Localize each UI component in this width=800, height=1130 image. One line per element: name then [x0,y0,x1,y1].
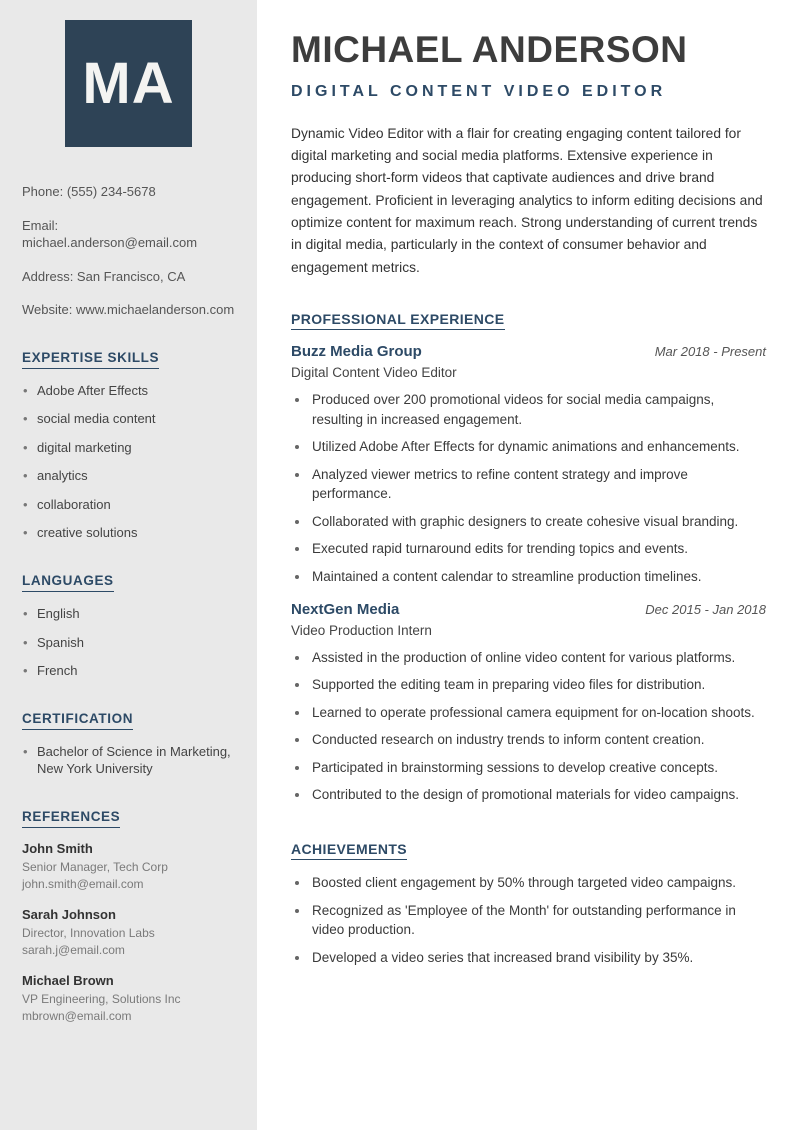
job-bullet: • Supported the editing team in preparing video files for distribution. [310,675,766,695]
job-bullet: • Utilized Adobe After Effects for dynamic animations and enhancements. [310,437,766,457]
reference-role: VP Engineering, Solutions Inc [22,992,181,1007]
company-name: Buzz Media Group [291,343,422,361]
skills-list [22,382,235,542]
reference-name: Michael Brown [22,973,114,989]
job-bullet: • Assisted in the production of online video content for various platforms. [310,648,766,668]
skill-item: • digital marketing [22,439,235,457]
job-bullet: • Conducted research on industry trends to inform content creation. [310,730,766,750]
achievement-bullet: • Boosted client engagement by 50% through targeted video campaigns. [310,873,766,893]
job-dates: Mar 2018 - Present [654,344,766,360]
skill-item: • social media content [22,410,235,428]
achievement-bullet: • Recognized as 'Employee of the Month' for outstanding performance in video production. [310,901,766,940]
certification-section [22,710,235,778]
reference-name: Sarah Johnson [22,906,116,922]
skill-item: • analytics [22,467,235,485]
references-heading: REFERENCES [22,809,120,828]
job-bullet: • Participated in brainstorming sessions to develop creative concepts. [310,758,766,778]
references-list [22,841,235,1024]
reference-email: john.smith@email.com [22,876,144,891]
language-item: • Spanish [22,634,235,652]
skills-heading: EXPERTISE SKILLS [22,350,159,369]
reference-role: Senior Manager, Tech Corp [22,859,168,874]
skill-item: • creative solutions [22,524,235,542]
summary-paragraph: Dynamic Video Editor with a flair for creating engaging content tailored for digital marketing and social media platforms. Extensive experience in producing short-form videos that captivate audiences and drive brand engagement. Proficient in leveraging analytics to inform editing decisions and optimize content for maximum reach. Strong understanding of current trends in digital media, particularly in the context of consumer behavior and engagement metrics. [291,125,763,275]
references-section [22,808,235,1024]
job-role: Digital Content Video Editor [291,365,457,381]
reference-item [22,841,235,891]
skill-item: • Adobe After Effects [22,382,235,400]
job-bullet: • Maintained a content calendar to streamline production timelines. [310,567,766,587]
reference-item [22,907,235,957]
job-entry [291,601,766,805]
resume-sidebar [0,0,257,1130]
languages-heading: LANGUAGES [22,573,114,592]
job-header [291,343,766,360]
job-header [291,601,766,618]
resume-main [257,0,800,1130]
reference-email: sarah.j@email.com [22,943,125,958]
reference-role: Director, Innovation Labs [22,925,155,940]
job-role: Video Production Intern [291,622,432,638]
achievement-bullet: • Developed a video series that increased brand visibility by 35%. [310,948,766,968]
job-bullet: • Collaborated with graphic designers to create cohesive visual branding. [310,512,766,532]
contact-email: Email: michael.anderson@email.com [22,217,198,251]
skills-section [22,349,235,542]
job-bullet: • Produced over 200 promotional videos for social media campaigns, resulting in increased engagement. [310,390,766,429]
job-bullet: • Contributed to the design of promotional materials for video campaigns. [310,785,766,805]
company-name: NextGen Media [291,600,400,618]
contact-website: Website: www.michaelanderson.com [22,302,235,318]
language-item: • French [22,662,235,680]
contact-address: Address: San Francisco, CA [22,268,186,284]
reference-email: mbrown@email.com [22,1009,132,1024]
certification-list [22,743,235,778]
achievements-list [291,873,766,967]
monogram-avatar: MA [65,20,192,147]
certification-item: • Bachelor of Science in Marketing, New York University [22,743,235,778]
job-bullets [291,648,766,805]
skill-item: • collaboration [22,496,235,514]
contact-phone: Phone: (555) 234-5678 [22,184,156,199]
job-entry [291,343,766,587]
reference-name: John Smith [22,840,93,856]
candidate-title: DIGITAL CONTENT VIDEO EDITOR [291,82,667,100]
reference-item [22,973,235,1023]
job-bullet: • Analyzed viewer metrics to refine content strategy and improve performance. [310,465,766,504]
job-bullet: • Learned to operate professional camera equipment for on-location shoots. [310,703,766,723]
achievements-heading: ACHIEVEMENTS [291,841,407,860]
job-dates: Dec 2015 - Jan 2018 [645,601,766,617]
contact-block [22,183,235,319]
language-item: • English [22,605,235,623]
job-bullet: • Executed rapid turnaround edits for trending topics and events. [310,539,766,559]
job-bullets [291,390,766,587]
experience-heading: PROFESSIONAL EXPERIENCE [291,311,505,330]
languages-section [22,572,235,680]
candidate-name: MICHAEL ANDERSON [291,29,688,70]
languages-list [22,605,235,680]
certification-heading: CERTIFICATION [22,711,133,730]
